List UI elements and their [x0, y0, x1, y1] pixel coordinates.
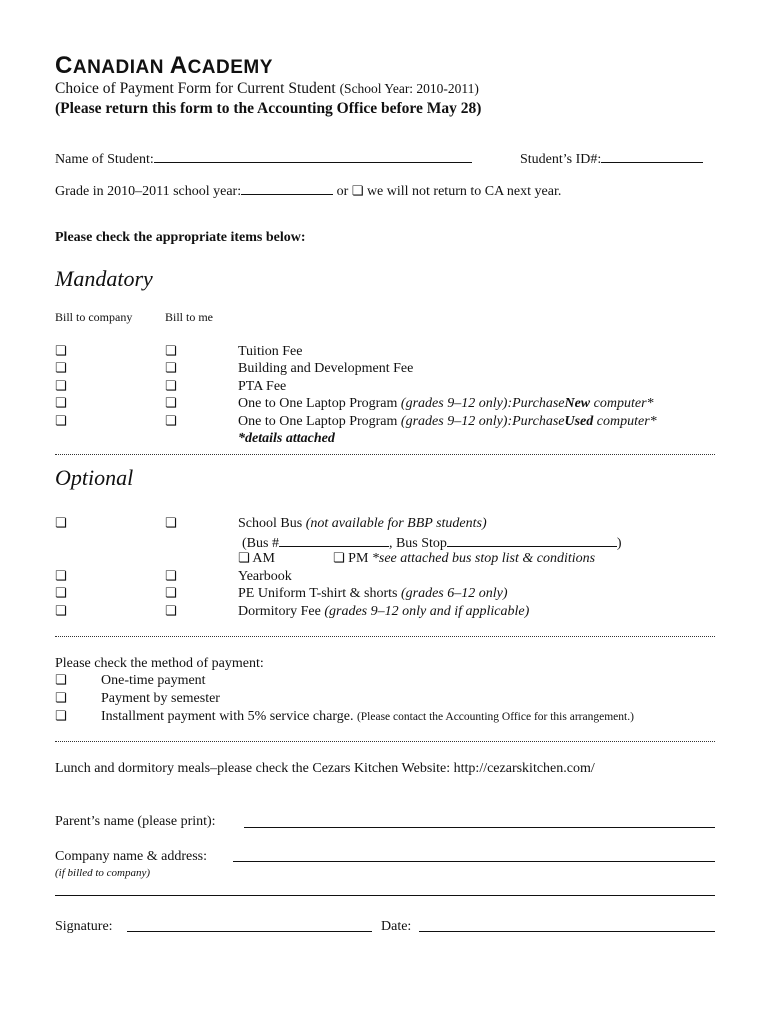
yearbook-me-checkbox[interactable]: ❏ — [165, 569, 177, 584]
lunch-note: Lunch and dormitory meals–please check the Cezars Kitchen Website: http://cezarskitchen.com/ — [55, 761, 595, 776]
student-id-field[interactable] — [601, 150, 703, 163]
laptop-used-company-checkbox[interactable]: ❏ — [55, 414, 67, 429]
pm-label: PM — [348, 551, 369, 566]
student-name-row — [55, 150, 472, 168]
semester-label: Payment by semester — [101, 691, 220, 706]
date-label: Date: — [381, 919, 412, 934]
yearbook-company-checkbox[interactable]: ❏ — [55, 569, 67, 584]
signature-label: Signature: — [55, 919, 113, 934]
student-id-label: Student’s ID#: — [520, 152, 602, 167]
bus-label: School Bus (not available for BBP students) — [238, 516, 487, 531]
building-company-checkbox[interactable]: ❏ — [55, 361, 67, 376]
details-attached: *details attached — [238, 431, 335, 446]
pm-checkbox[interactable]: ❏ — [333, 551, 345, 566]
pta-me-checkbox[interactable]: ❏ — [165, 379, 177, 394]
am-checkbox[interactable]: ❏ — [238, 551, 250, 566]
bus-stop-field[interactable] — [447, 534, 617, 547]
bus-me-checkbox[interactable]: ❏ — [165, 516, 177, 531]
one-time-label: One-time payment — [101, 673, 206, 688]
signature-field[interactable] — [127, 931, 372, 932]
laptop-new-company-checkbox[interactable]: ❏ — [55, 396, 67, 411]
student-id-row — [520, 150, 703, 168]
parent-name-label: Parent’s name (please print): — [55, 814, 216, 829]
semester-checkbox[interactable]: ❏ — [55, 691, 67, 706]
bill-me-header: Bill to me — [165, 310, 213, 324]
grade-label: Grade in 2010–2011 school year: — [55, 184, 242, 199]
tuition-company-checkbox[interactable]: ❏ — [55, 344, 67, 359]
one-time-checkbox[interactable]: ❏ — [55, 673, 67, 688]
company-address-field[interactable] — [55, 895, 715, 896]
mandatory-heading: Mandatory — [55, 266, 153, 291]
bill-company-header: Bill to company — [55, 310, 133, 324]
optional-heading: Optional — [55, 465, 134, 490]
student-name-field[interactable] — [154, 150, 472, 163]
divider — [55, 636, 715, 637]
not-return-label: we will not return to CA next year. — [366, 184, 562, 199]
bus-time-row — [238, 551, 275, 567]
dorm-company-checkbox[interactable]: ❏ — [55, 604, 67, 619]
tuition-me-checkbox[interactable]: ❏ — [165, 344, 177, 359]
form-subtitle: Choice of Payment Form for Current Student (School Year: 2010-2011) — [55, 80, 479, 97]
bus-company-checkbox[interactable]: ❏ — [55, 516, 67, 531]
laptop-new-label: One to One Laptop Program (grades 9–12 only):PurchaseNew computer* — [238, 396, 654, 411]
school-year: (School Year: 2010-2011) — [339, 81, 479, 96]
building-label: Building and Development Fee — [238, 361, 414, 376]
pm-row: ❏ PM *see attached bus stop list & conditions — [333, 551, 596, 566]
dorm-me-checkbox[interactable]: ❏ — [165, 604, 177, 619]
company-note: (if billed to company) — [55, 867, 151, 879]
bus-number-field[interactable] — [279, 534, 389, 547]
am-label: AM — [252, 551, 275, 566]
not-return-checkbox[interactable]: ❏ — [351, 184, 364, 199]
payment-heading: Please check the method of payment: — [55, 656, 264, 671]
pe-company-checkbox[interactable]: ❏ — [55, 586, 67, 601]
grade-row: Grade in 2010–2011 school year: or ❏ we will not return to CA next year. — [55, 184, 562, 199]
academy-title: CANADIAN ACADEMY — [55, 52, 273, 79]
parent-name-field[interactable] — [244, 827, 715, 828]
laptop-new-me-checkbox[interactable]: ❏ — [165, 396, 177, 411]
bus-details-row: (Bus # , Bus Stop ) — [242, 536, 622, 551]
pta-label: PTA Fee — [238, 379, 287, 394]
divider — [55, 741, 715, 742]
return-note: (Please return this form to the Accounting Office before May 28) — [55, 100, 482, 117]
installment-checkbox[interactable]: ❏ — [55, 709, 67, 724]
laptop-used-label: One to One Laptop Program (grades 9–12 only):PurchaseUsed computer* — [238, 414, 657, 429]
yearbook-label: Yearbook — [238, 569, 292, 584]
installment-label: Installment payment with 5% service charge. (Please contact the Accounting Office for this arrangement.) — [101, 709, 634, 724]
pe-me-checkbox[interactable]: ❏ — [165, 586, 177, 601]
student-name-label: Name of Student: — [55, 152, 154, 167]
pta-company-checkbox[interactable]: ❏ — [55, 379, 67, 394]
divider — [55, 454, 715, 455]
laptop-used-me-checkbox[interactable]: ❏ — [165, 414, 177, 429]
company-label: Company name & address: — [55, 849, 208, 864]
company-field[interactable] — [233, 861, 715, 862]
pe-label: PE Uniform T-shirt & shorts (grades 6–12 only) — [238, 586, 508, 601]
building-me-checkbox[interactable]: ❏ — [165, 361, 177, 376]
tuition-label: Tuition Fee — [238, 344, 303, 359]
grade-field[interactable] — [241, 182, 333, 195]
date-field[interactable] — [419, 931, 715, 932]
dorm-label: Dormitory Fee (grades 9–12 only and if applicable) — [238, 604, 530, 619]
instruction-text: Please check the appropriate items below: — [55, 230, 306, 245]
